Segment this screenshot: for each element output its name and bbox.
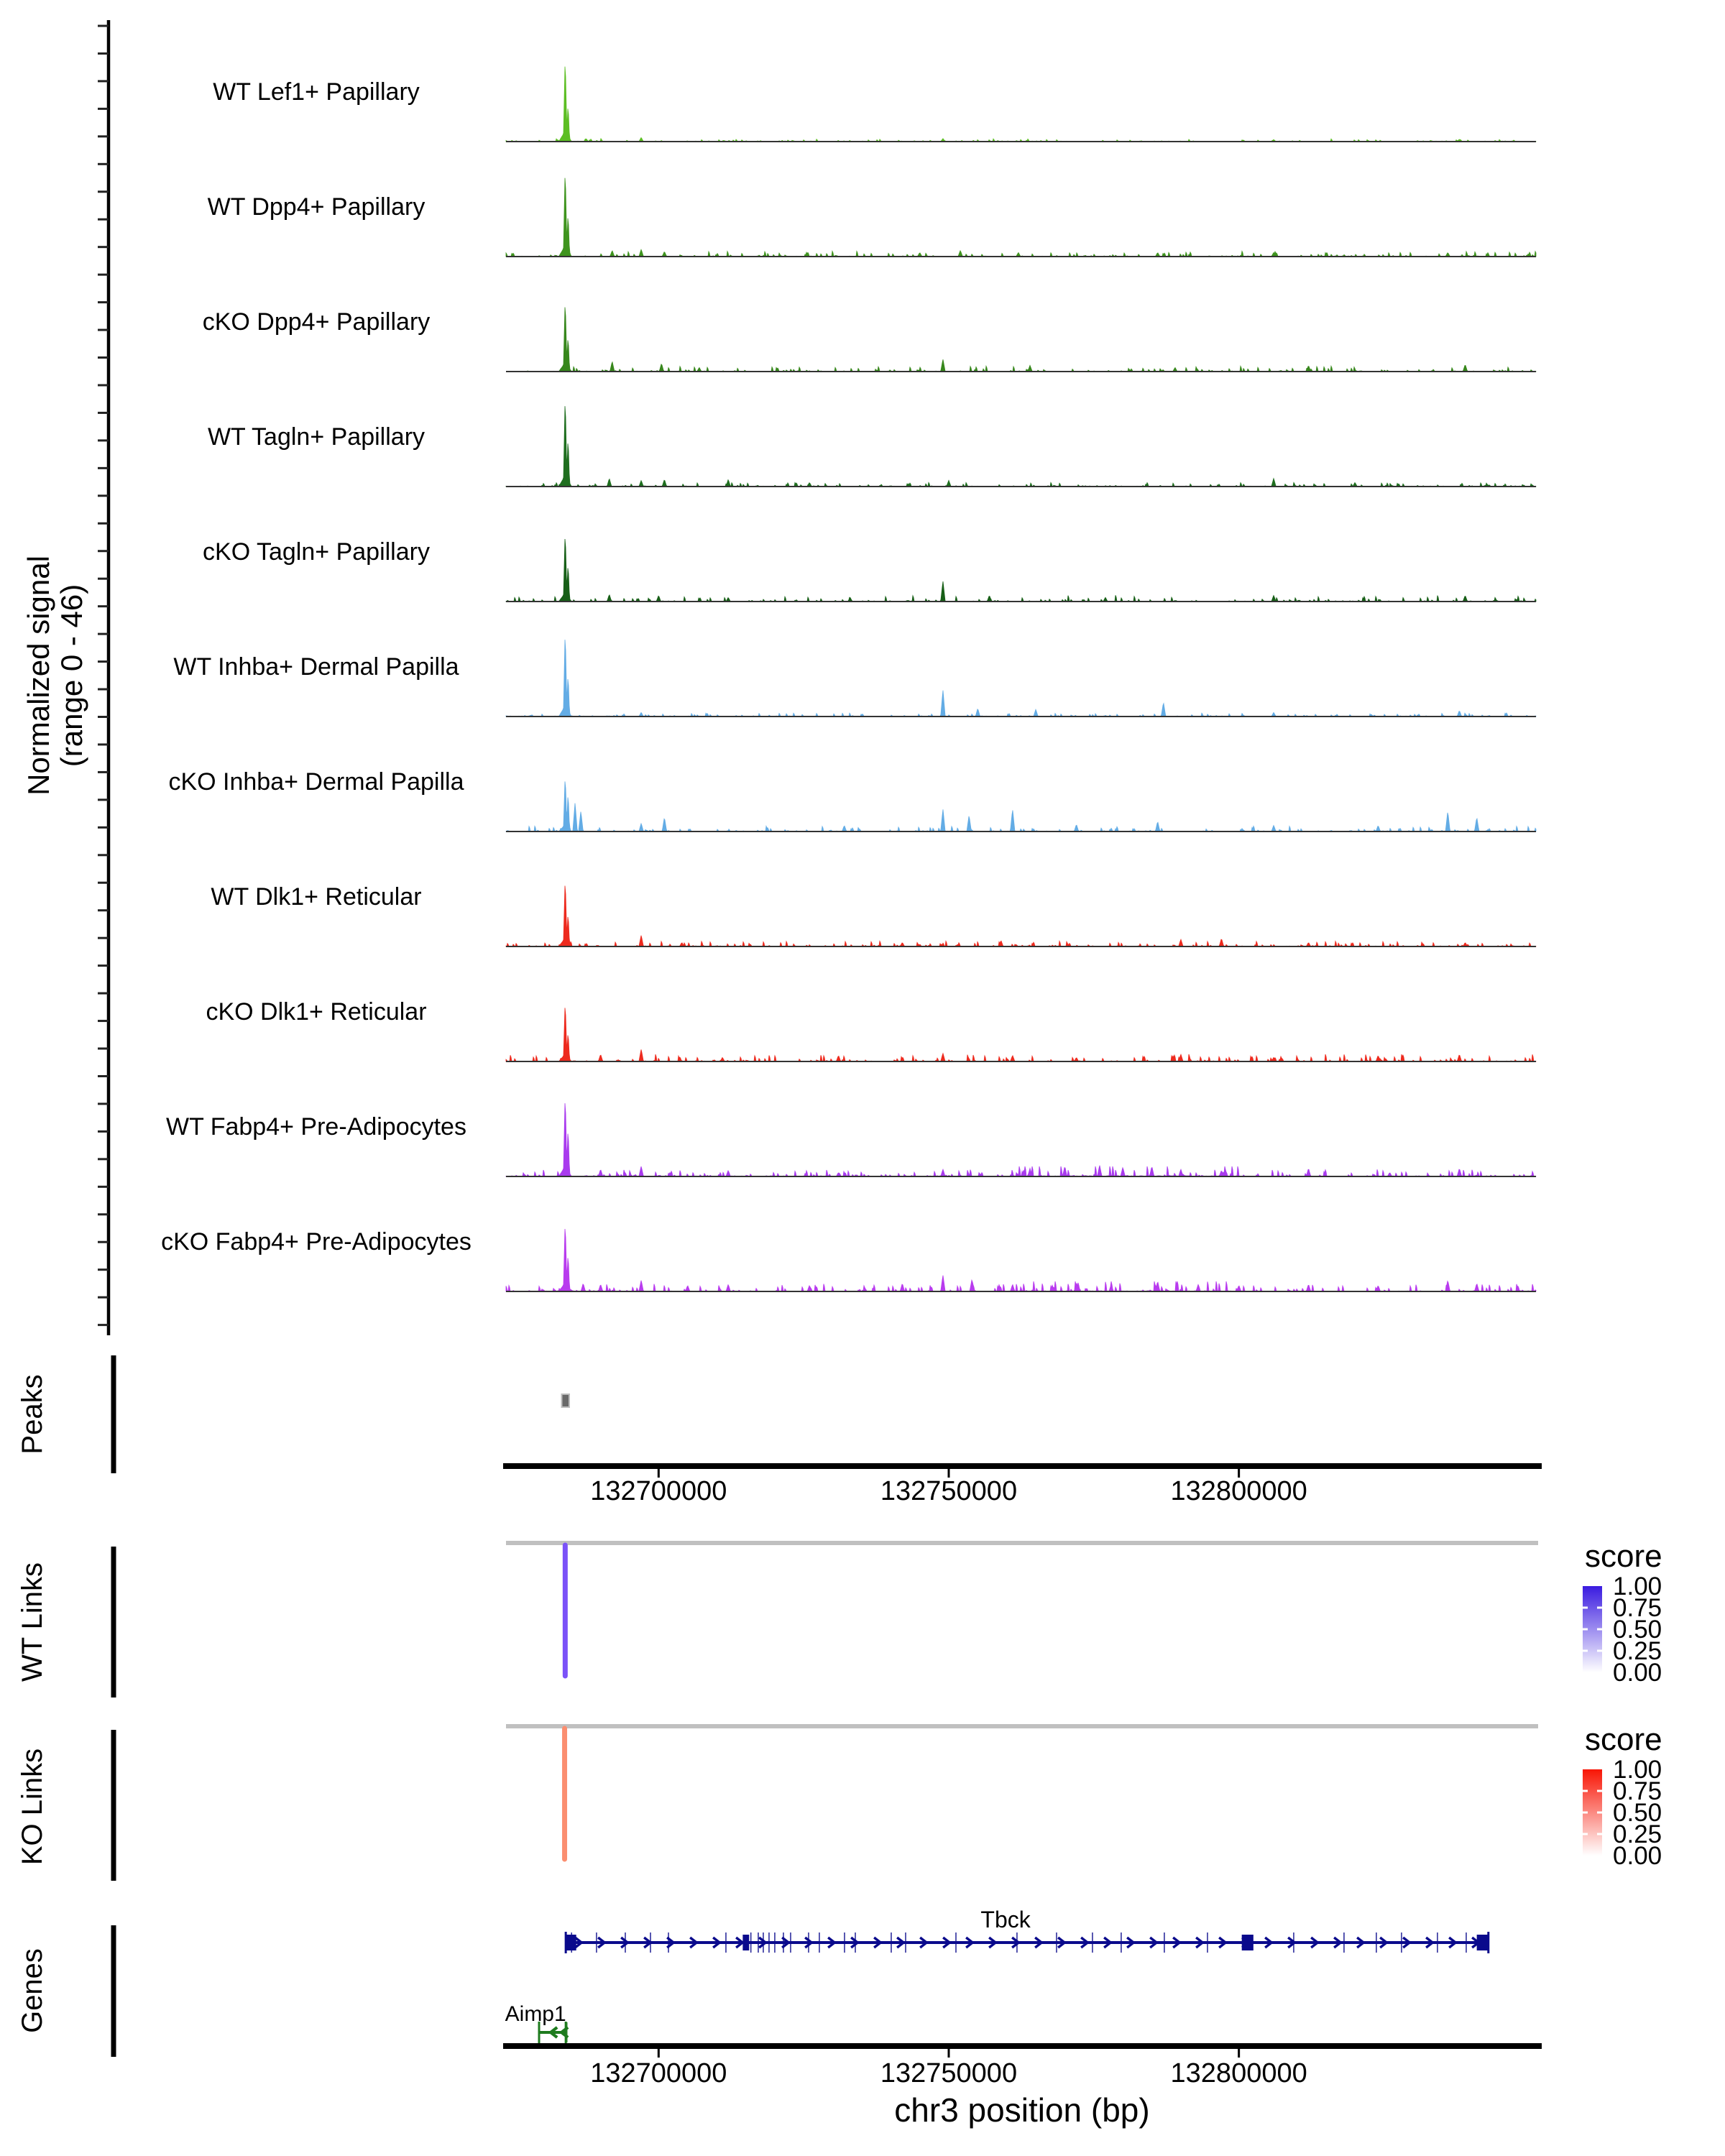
track-label: cKO Fabp4+ Pre-Adipocytes — [161, 1228, 472, 1256]
gene — [505, 2002, 569, 2043]
track-label: cKO Inhba+ Dermal Papilla — [168, 768, 464, 796]
score-legend — [1583, 1572, 1662, 1687]
axis-tick-label: 132750000 — [880, 2058, 1018, 2088]
axis-tick-label: 132700000 — [590, 1476, 727, 1506]
legend-tick-label: 1.00 — [1613, 1756, 1662, 1784]
signal-area — [506, 1229, 1536, 1291]
x-axis-title: chr3 position (bp) — [894, 2091, 1150, 2129]
signal-track — [168, 768, 1536, 831]
signal-area — [506, 308, 1536, 372]
signal-track — [211, 883, 1536, 946]
axis-tick-label: 132800000 — [1170, 2058, 1307, 2088]
signal-track — [206, 998, 1536, 1061]
genes-section-label: Genes — [17, 1948, 48, 2033]
legend-tick-label: 0.75 — [1613, 1777, 1662, 1805]
signal-area — [506, 67, 1536, 142]
gene-label: Tbck — [980, 1907, 1031, 1932]
track-label: WT Lef1+ Papillary — [213, 78, 420, 106]
exon-block — [742, 1935, 749, 1950]
track-label: WT Tagln+ Papillary — [207, 423, 426, 451]
y-axis-label-line1: Normalized signal — [22, 556, 55, 796]
signal-track — [203, 308, 1536, 372]
signal-track — [173, 640, 1536, 717]
signal-area — [506, 539, 1536, 602]
gene-label: Aimp1 — [505, 2002, 566, 2026]
signal-area — [506, 178, 1536, 257]
signal-track — [166, 1103, 1536, 1176]
plot-layers — [98, 20, 1662, 2088]
signal-area — [506, 1008, 1536, 1061]
signal-area — [506, 886, 1536, 947]
exon-block — [1242, 1935, 1254, 1950]
peak-interval — [562, 1394, 569, 1407]
wt-links-section-label: WT Links — [17, 1562, 48, 1682]
track-label: WT Dlk1+ Reticular — [211, 883, 422, 911]
y-axis-label-line2: (range 0 - 46) — [55, 584, 88, 768]
legend-tick-label: 0.50 — [1613, 1799, 1662, 1827]
signal-track — [208, 406, 1536, 487]
track-label: cKO Tagln+ Papillary — [203, 538, 430, 566]
track-label: WT Dpp4+ Papillary — [207, 193, 426, 221]
legend-tick-label: 0.00 — [1613, 1659, 1662, 1687]
links-track — [506, 1726, 1538, 1859]
axis-tick-label: 132750000 — [880, 1476, 1018, 1506]
signal-track — [213, 67, 1536, 142]
signal-track — [203, 538, 1536, 602]
wt-score-legend-title: score — [1585, 1539, 1662, 1574]
signal-area — [506, 781, 1536, 831]
legend-tick-label: 0.25 — [1613, 1637, 1662, 1665]
exon-block — [1477, 1935, 1489, 1950]
signal-track — [161, 1228, 1536, 1291]
track-label: WT Inhba+ Dermal Papilla — [173, 653, 459, 681]
axis-tick-label: 132700000 — [590, 2058, 727, 2088]
links-track — [506, 1543, 1538, 1676]
legend-tick-label: 1.00 — [1613, 1572, 1662, 1600]
gene — [566, 1907, 1489, 1953]
legend-tick-label: 0.00 — [1613, 1842, 1662, 1870]
score-legend — [1583, 1756, 1662, 1870]
signal-area — [506, 1103, 1536, 1176]
signal-area — [506, 406, 1536, 487]
track-label: WT Fabp4+ Pre-Adipocytes — [166, 1113, 466, 1141]
legend-tick-label: 0.50 — [1613, 1616, 1662, 1644]
signal-track — [208, 178, 1536, 257]
signal-area — [506, 640, 1536, 717]
legend-tick-label: 0.75 — [1613, 1594, 1662, 1622]
ko-score-legend-title: score — [1585, 1722, 1662, 1757]
legend-tick-label: 0.25 — [1613, 1820, 1662, 1848]
exon-block — [566, 1935, 576, 1950]
axis-tick-label: 132800000 — [1170, 1476, 1307, 1506]
ko-links-section-label: KO Links — [17, 1748, 48, 1866]
peaks-section-label: Peaks — [17, 1374, 48, 1455]
track-label: cKO Dlk1+ Reticular — [206, 998, 427, 1026]
track-label: cKO Dpp4+ Papillary — [202, 308, 431, 336]
